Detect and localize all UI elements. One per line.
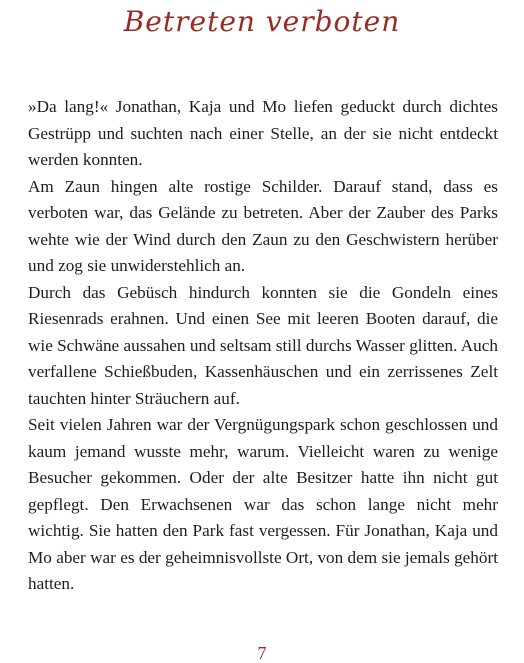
chapter-body: [28, 94, 498, 598]
page-number: 7: [257, 643, 267, 663]
paragraph-3: Durch das Gebüsch hindurch konnten sie die Gondeln eines Riesenrads erahnen. Und einen See mit leeren Booten darauf, die wie Schwäne aussahen und seltsam still durchs Wasser glitten. Auch verfallene Schießbuden, Kassenhäuschen und ein zerrissenes Zelt tauchten hinter Sträuchern auf.: [28, 282, 498, 408]
paragraph-1: »Da lang!« Jonathan, Kaja und Mo liefen geduckt durch dichtes Gestrüpp und suchten nach einer Stelle, an der sie nicht entdeckt werden konnten.: [28, 97, 498, 169]
paragraph-2: Am Zaun hingen alte rostige Schilder. Darauf stand, dass es verboten war, das Gelände zu betreten. Aber der Zauber des Parks wehte wie der Wind durch den Zaun zu den Geschwistern herüber und zog sie unwiderstehlich an.: [28, 176, 498, 275]
paragraph-4: Seit vielen Jahren war der Vergnügungspark schon geschlossen und kaum jemand wusste mehr, warum. Vielleicht waren zu wenige Besucher gekommen. Oder der alte Besitzer hatte ihn nicht gut gepflegt. Den Erwachsenen war das schon lange nicht mehr wichtig. Sie hatten den Park fast vergessen. Für Jonathan, Kaja und Mo aber war es der geheimnisvollste Ort, von dem sie jemals gehört hatten.: [28, 415, 498, 593]
chapter-title: Betreten verboten: [123, 5, 401, 38]
